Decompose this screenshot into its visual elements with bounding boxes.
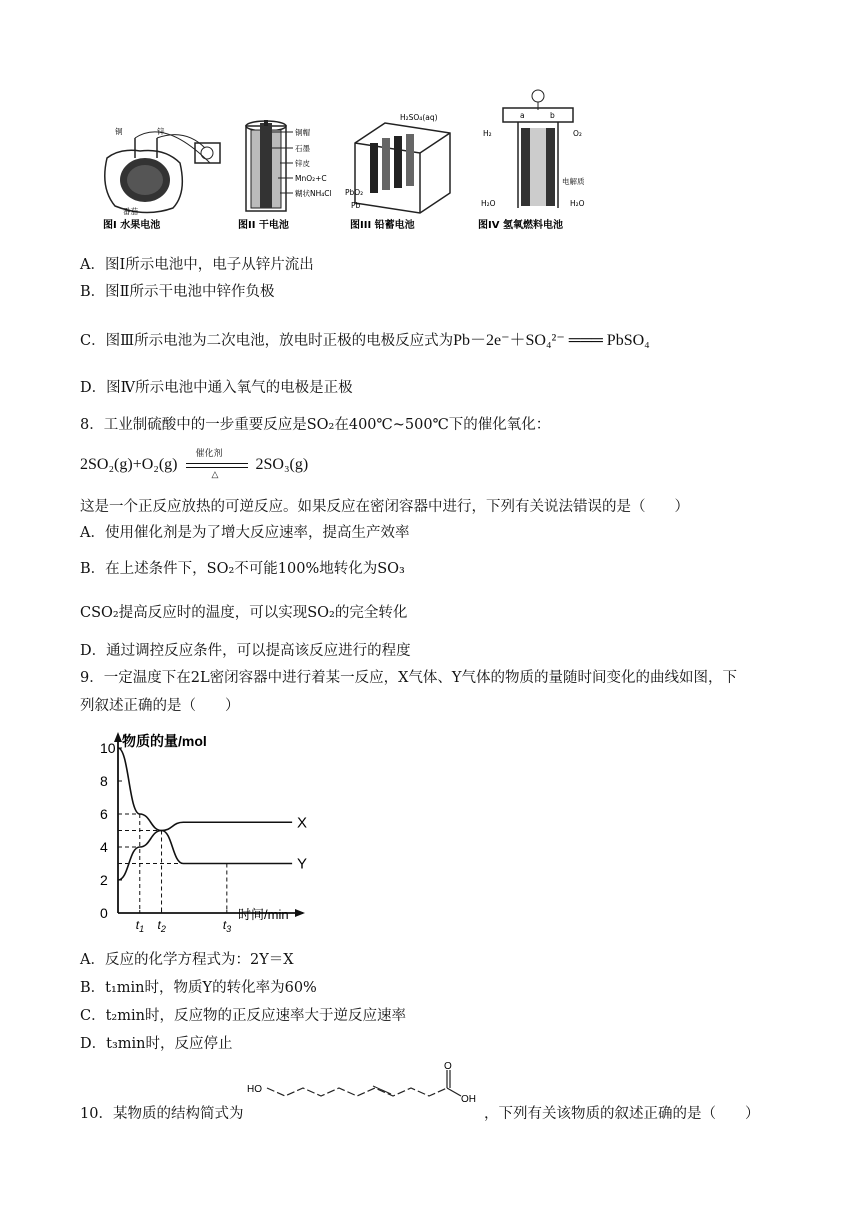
q8-equation-catalyst: 催化剂 xyxy=(195,448,223,459)
lead-acid-label-acid: H₂SO₄(aq) xyxy=(400,113,438,122)
figure-dry-cell xyxy=(238,118,348,233)
q8-option-a: A．使用催化剂是为了增大反应速率，提高生产效率 xyxy=(80,525,410,541)
structure-o: O xyxy=(444,1061,452,1072)
chart-x-tick-label: $t_3$ xyxy=(222,918,232,934)
q8-equation-arrow xyxy=(182,448,252,480)
q8-equation-heat: △ xyxy=(211,469,219,480)
figure-fruit-battery xyxy=(95,118,235,233)
fuel-cell-label-electrolyte: 电解质 xyxy=(562,177,585,186)
fuel-cell-label-h2o-left: H₂O xyxy=(481,199,496,208)
q8-equation-left: 2SO₂(g)+O₂(g) xyxy=(80,456,178,473)
fuel-cell-label-h2o-right: H₂O xyxy=(570,199,585,208)
q9-option-c: C．t₂min时，反应物的正反应速率大于逆反应速率 xyxy=(80,1008,406,1024)
q8-description: 这是一个正反应放热的可逆反应。如果反应在密闭容器中进行，下列有关说法错误的是（ ） xyxy=(80,499,689,515)
lead-acid-label-pbo2: PbO₂ xyxy=(345,188,364,197)
fruit-label-copper: 铜 xyxy=(115,127,123,136)
q8-stem: 8．工业制硫酸中的一步重要反应是SO₂在400℃~500℃下的催化氧化： xyxy=(80,417,551,433)
figure-fuel-cell xyxy=(478,88,598,233)
fruit-caption: 图I 水果电池 xyxy=(103,220,161,231)
lead-acid-caption: 图III 铅蓄电池 xyxy=(350,220,415,231)
chart-series-label-x: X xyxy=(297,814,308,832)
chart-series-label-y: Y xyxy=(297,855,308,873)
dry-cell-label-5: 糊状NH₄Cl xyxy=(295,189,332,198)
figure-lead-acid xyxy=(345,108,460,233)
chart-y-tick-label: 6 xyxy=(100,806,108,822)
chart-x-label: 时间/min xyxy=(238,907,289,922)
fuel-cell-label-o2: O₂ xyxy=(573,129,582,138)
q10-structure-formula xyxy=(245,1060,485,1110)
chart-x-tick-label: $t_2$ xyxy=(157,918,166,934)
dry-cell-label-1: 铜帽 xyxy=(295,128,310,137)
q7-option-b: B．图Ⅱ所示干电池中锌作负极 xyxy=(80,284,275,300)
q10-stem-suffix: ，下列有关该物质的叙述正确的是（ ） xyxy=(484,1106,760,1122)
q7-option-a: A．图Ⅰ所示电池中，电子从锌片流出 xyxy=(80,257,314,273)
fuel-cell-caption: 图IV 氢氧燃料电池 xyxy=(478,220,563,231)
dry-cell-label-3: 锌皮 xyxy=(295,159,310,168)
q7-option-c-equation: Pb－2e⁻＋SO₄²⁻ ═══ PbSO₄ xyxy=(453,332,650,349)
q9-option-d: D．t₃min时，反应停止 xyxy=(80,1036,233,1052)
chart-series-line-x xyxy=(118,822,292,880)
lead-acid-label-pb: Pb xyxy=(351,201,361,210)
chart-y-label: 物质的量/mol xyxy=(122,733,207,749)
structure-ho: HO xyxy=(247,1084,262,1095)
q7-option-d: D．图Ⅳ所示电池中通入氧气的电极是正极 xyxy=(80,380,353,396)
chart-x-arrow xyxy=(295,909,305,917)
fruit-label-tomato: 番茄 xyxy=(123,207,138,216)
q8-equation xyxy=(80,448,309,480)
q10-stem-prefix: 10．某物质的结构简式为 xyxy=(80,1106,244,1122)
chart-y-tick-label: 8 xyxy=(100,773,108,789)
q9-option-a: A．反应的化学方程式为：2Y＝X xyxy=(80,952,294,968)
dry-cell-label-2: 石墨 xyxy=(295,144,310,153)
structure-oh: OH xyxy=(461,1094,476,1105)
q9-chart xyxy=(90,728,320,943)
chart-y-tick-label: 2 xyxy=(100,872,108,888)
fuel-cell-label-a: a xyxy=(520,111,525,120)
fuel-cell-label-h2: H₂ xyxy=(483,129,492,138)
q7-option-c xyxy=(80,327,650,350)
q9-stem-line1: 9．一定温度下在2L密闭容器中进行着某一反应，X气体、Y气体的物质的量随时间变化的曲线如图，下 xyxy=(80,670,737,686)
q8-equation-right: 2SO₃(g) xyxy=(255,456,309,473)
q9-stem-line2: 列叙述正确的是（ ） xyxy=(80,698,240,714)
q9-option-b: B．t₁min时，物质Y的转化率为60% xyxy=(80,980,317,996)
q8-option-b: B．在上述条件下，SO₂不可能100%地转化为SO₃ xyxy=(80,561,405,577)
chart-y-tick-label: 10 xyxy=(100,740,116,756)
dry-cell-caption: 图II 干电池 xyxy=(238,220,289,231)
chart-y-tick-label: 4 xyxy=(100,839,108,855)
fruit-label-zinc: 锌 xyxy=(157,127,165,136)
q8-option-d: D．通过调控反应条件，可以提高该反应进行的程度 xyxy=(80,643,411,659)
q7-option-c-text: C．图Ⅲ所示电池为二次电池，放电时正极的电极反应式为 xyxy=(80,333,454,349)
q8-option-c: CSO₂提高反应时的温度，可以实现SO₂的完全转化 xyxy=(80,605,408,621)
chart-x-tick-label: $t_1$ xyxy=(135,918,145,934)
fuel-cell-label-b: b xyxy=(550,111,555,120)
chart-y-tick-label: 0 xyxy=(100,905,108,921)
dry-cell-label-4: MnO₂+C xyxy=(295,174,327,183)
